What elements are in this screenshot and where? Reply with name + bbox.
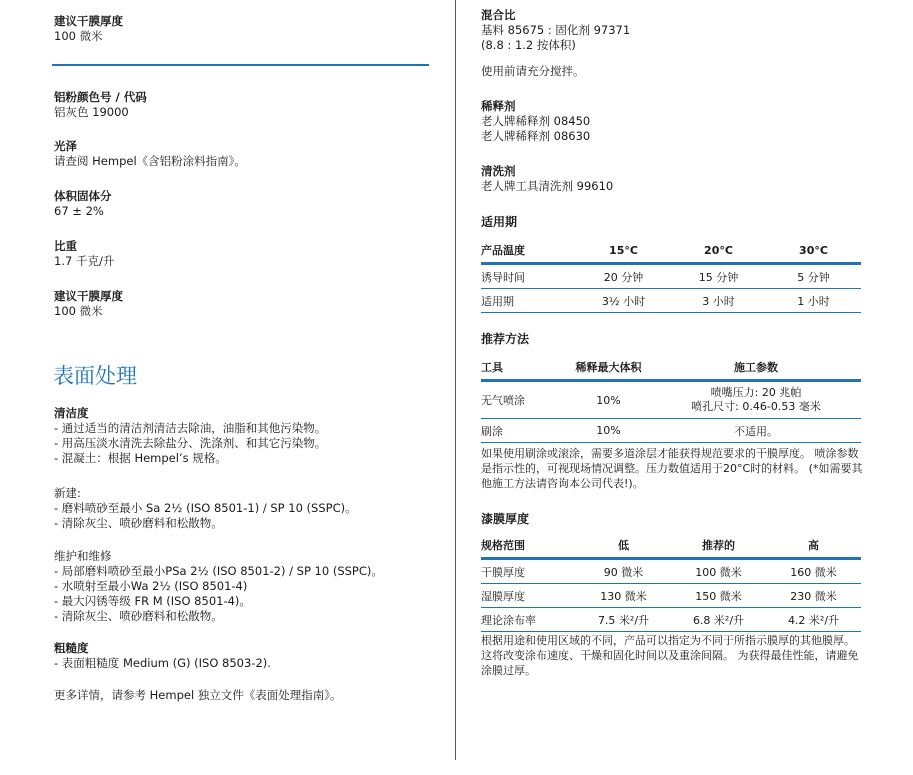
aluminum-color-block	[54, 90, 147, 120]
table-cell: 100 微米	[671, 559, 766, 584]
volume-solids-label: 体积固体分	[54, 189, 112, 203]
thinner-line: 老人牌稀释剂 08630	[481, 129, 591, 143]
table-cell: 150 微米	[671, 584, 766, 608]
table-row	[481, 608, 861, 632]
pot-life-table	[481, 238, 861, 313]
table-cell: 不适用。	[651, 419, 861, 443]
section-divider	[52, 64, 429, 66]
table-row	[481, 381, 861, 419]
table-row	[481, 584, 861, 608]
method-param: 喷嘴压力: 20 兆帕	[710, 386, 802, 399]
surface-treatment-heading: 表面处理	[53, 364, 137, 388]
maintenance-line: - 水喷射至最小Wa 2½ (ISO 8501-4)	[54, 579, 248, 593]
method-table	[481, 355, 861, 443]
table-cell: 130 微米	[576, 584, 671, 608]
table-header: 稀释最大体积	[566, 355, 651, 381]
table-header: 15°C	[576, 238, 671, 264]
film-note	[481, 633, 859, 678]
film-heading: 漆膜厚度	[481, 512, 530, 526]
table-cell: 90 微米	[576, 559, 671, 584]
table-header: 高	[766, 533, 861, 559]
volume-solids-block	[54, 189, 112, 219]
table-cell: 230 微米	[766, 584, 861, 608]
mixing-line: 基料 85675 : 固化剂 97371	[481, 23, 631, 37]
roughness-block	[54, 641, 271, 671]
specific-gravity-block	[54, 239, 114, 269]
cleanliness-line: - 混凝土：根据 Hempel’s 规格。	[54, 451, 227, 465]
cleanliness-block	[54, 406, 326, 466]
mixing-block	[481, 8, 630, 53]
roughness-line: - 表面粗糙度 Medium (G) (ISO 8503-2).	[54, 656, 271, 670]
maintenance-line: - 最大闪锈等级 FR M (ISO 8501-4)。	[54, 594, 251, 608]
table-cell: 湿膜厚度	[481, 584, 576, 608]
more-info-text: 更多详情，请参考 Hempel 独立文件《表面处理指南》。	[54, 688, 342, 702]
gloss-label: 光泽	[54, 139, 77, 153]
specific-gravity-label: 比重	[54, 239, 77, 253]
top-dft-label: 建议干膜厚度	[54, 14, 123, 28]
cleanliness-line: - 通过适当的清洁剂清洁去除油，油脂和其他污染物。	[54, 421, 327, 435]
table-cell: 适用期	[481, 289, 576, 313]
maintenance-label: 维护和维修	[54, 549, 112, 563]
dft-block	[54, 289, 123, 319]
roughness-label: 粗糙度	[54, 641, 89, 655]
dft-value: 100 微米	[54, 304, 103, 318]
table-cell: 刷涂	[481, 419, 566, 443]
table-header: 低	[576, 533, 671, 559]
aluminum-color-label: 铝粉颜色号 / 代码	[54, 90, 147, 104]
method-heading: 推荐方法	[481, 332, 530, 346]
cleaner-block	[481, 164, 613, 194]
table-cell: 无气喷涂	[481, 381, 566, 419]
table-cell: 5 分钟	[766, 264, 861, 289]
film-table	[481, 533, 861, 632]
cleanliness-label: 清洁度	[54, 406, 89, 420]
new-build-line: - 磨料喷砂至最小 Sa 2½ (ISO 8501-1) / SP 10 (SSPC)。	[54, 501, 357, 515]
table-cell: 10%	[566, 419, 651, 443]
new-build-line: - 清除灰尘、喷砂磨料和松散物。	[54, 516, 223, 530]
maintenance-line: - 清除灰尘、喷砂磨料和松散物。	[54, 609, 223, 623]
table-cell: 理论涂布率	[481, 608, 576, 632]
table-cell	[651, 381, 861, 419]
cleaner-label: 清洗剂	[481, 164, 516, 178]
method-note-line: 他施工方法请咨询本公司代表!)。	[481, 477, 644, 490]
table-header: 推荐的	[671, 533, 766, 559]
aluminum-color-value: 铝灰色 19000	[54, 105, 129, 119]
cleanliness-line: - 用高压淡水清洗去除盐分、洗涤剂、和其它污染物。	[54, 436, 327, 450]
table-header: 20°C	[671, 238, 766, 264]
table-cell: 诱导时间	[481, 264, 576, 289]
mixing-label: 混合比	[481, 8, 516, 22]
stir-note: 使用前请充分搅拌。	[481, 64, 585, 78]
table-cell: 7.5 米²/升	[576, 608, 671, 632]
film-note-line: 涂膜过厚。	[481, 664, 536, 677]
table-cell: 15 分钟	[671, 264, 766, 289]
maintenance-line: - 局部磨料喷砂至最小PSa 2½ (ISO 8501-2) / SP 10 (SSPC)。	[54, 564, 383, 578]
table-row	[481, 289, 861, 313]
table-cell: 干膜厚度	[481, 559, 576, 584]
table-header: 工具	[481, 355, 566, 381]
film-note-line: 这将改变涂布速度、干燥和固化时间以及重涂间隔。 为获得最佳性能，请避免	[481, 649, 859, 662]
column-divider	[455, 0, 456, 760]
table-cell: 20 分钟	[576, 264, 671, 289]
table-cell: 3 小时	[671, 289, 766, 313]
gloss-block	[54, 139, 246, 169]
table-cell: 1 小时	[766, 289, 861, 313]
table-header: 30°C	[766, 238, 861, 264]
specific-gravity-value: 1.7 千克/升	[54, 254, 115, 268]
table-cell: 160 微米	[766, 559, 861, 584]
method-param: 喷孔尺寸: 0.46-0.53 毫米	[691, 400, 821, 413]
thinner-label: 稀释剂	[481, 99, 516, 113]
table-row	[481, 419, 861, 443]
method-note	[481, 446, 862, 491]
table-header: 施工参数	[651, 355, 861, 381]
film-note-line: 根据用途和使用区域的不同，产品可以指定为不同于所指示膜厚的其他膜厚。	[481, 634, 855, 647]
new-build-block	[54, 486, 357, 531]
volume-solids-value: 67 ± 2%	[54, 204, 104, 218]
gloss-value: 请查阅 Hempel《含铝粉涂料指南》。	[54, 154, 246, 168]
table-cell: 6.8 米²/升	[671, 608, 766, 632]
new-build-label: 新建:	[54, 486, 81, 500]
maintenance-block	[54, 549, 383, 624]
table-cell: 3½ 小时	[576, 289, 671, 313]
table-cell: 10%	[566, 381, 651, 419]
table-row	[481, 264, 861, 289]
pot-life-heading: 适用期	[481, 215, 518, 229]
thinner-block	[481, 99, 590, 144]
mixing-line: (8.8 : 1.2 按体积)	[481, 38, 576, 52]
table-row	[481, 559, 861, 584]
top-dft-value: 100 微米	[54, 29, 103, 43]
method-note-line: 是指示性的，可视现场情况调整。压力数值适用于20°C时的材料。 (*如需要其	[481, 462, 863, 475]
top-dft-block	[54, 14, 123, 44]
table-header: 规格范围	[481, 533, 576, 559]
table-cell: 4.2 米²/升	[766, 608, 861, 632]
dft-label: 建议干膜厚度	[54, 289, 123, 303]
method-note-line: 如果使用刷涂或滚涂，需要多道涂层才能获得规范要求的干膜厚度。 喷涂参数	[481, 447, 859, 460]
thinner-line: 老人牌稀释剂 08450	[481, 114, 591, 128]
table-header: 产品温度	[481, 238, 576, 264]
cleaner-value: 老人牌工具清洗剂 99610	[481, 179, 614, 193]
